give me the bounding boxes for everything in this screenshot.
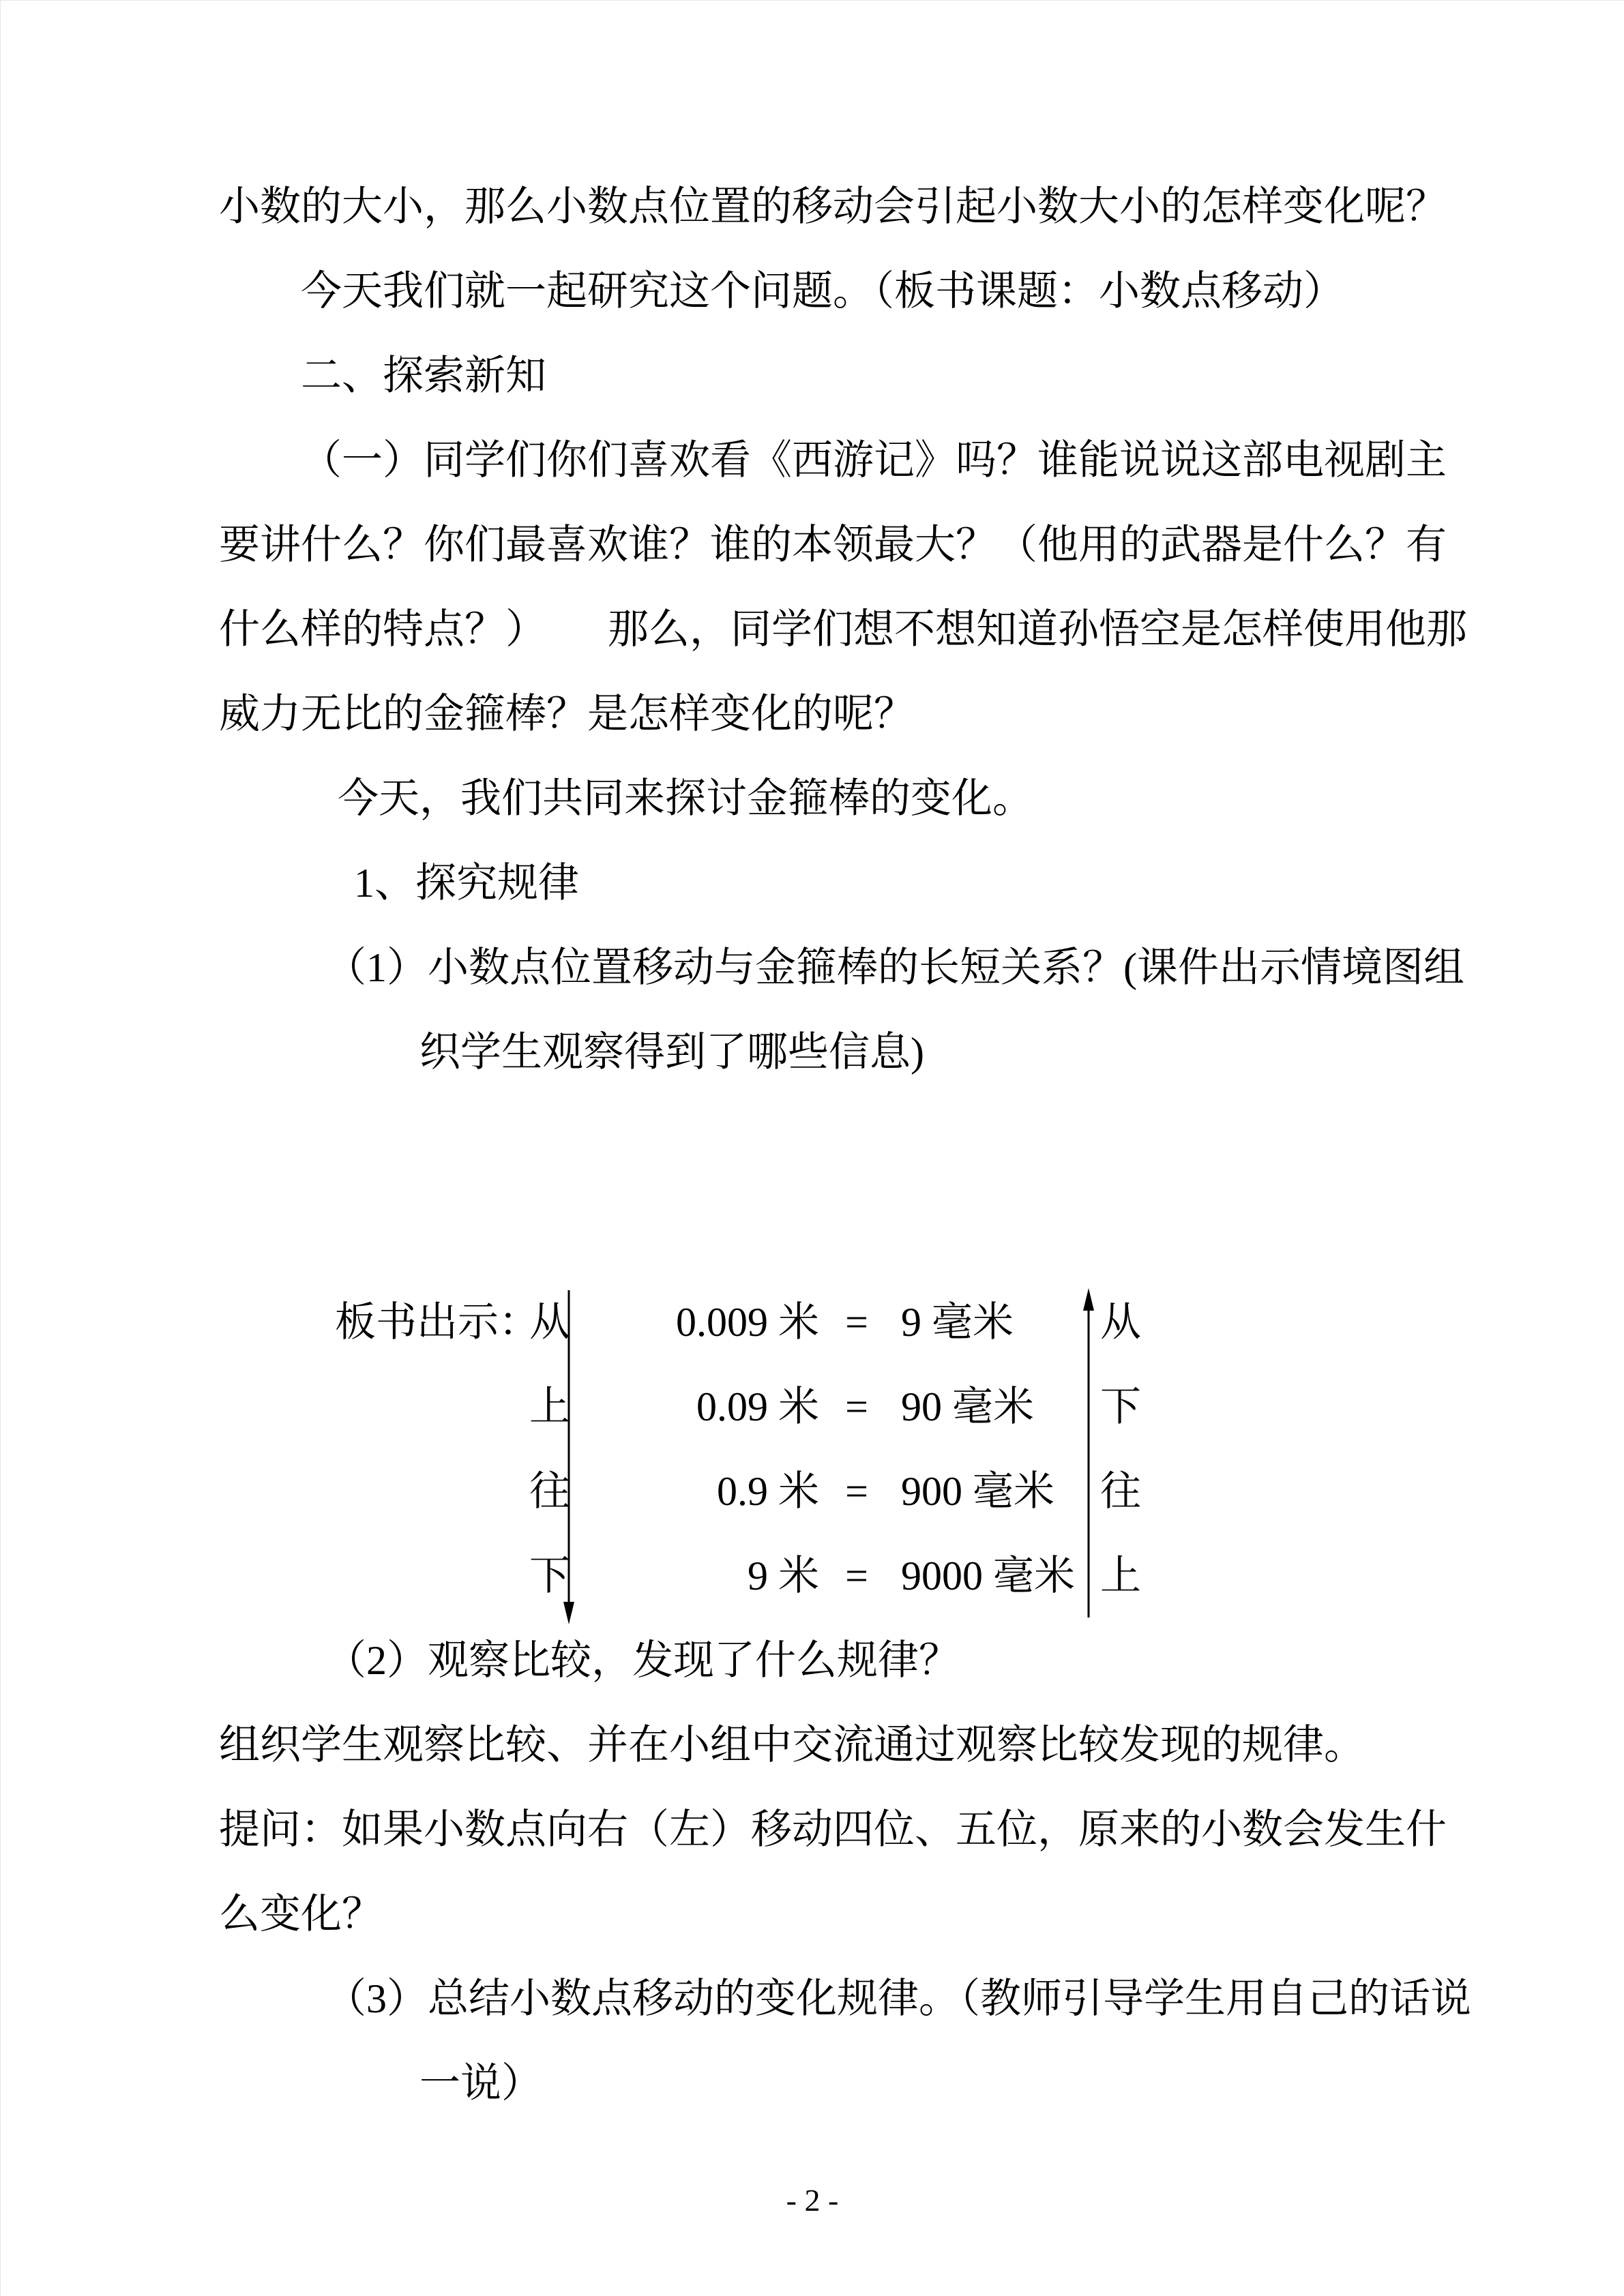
right-direction-char: 往: [1100, 1469, 1141, 1514]
paragraph-step2: （2）观察比较，发现了什么规律？: [325, 1638, 960, 1683]
left-direction-char: 下: [529, 1553, 570, 1598]
meter-value: 9 米: [748, 1553, 819, 1598]
document-body: [1, 1, 1624, 2126]
paragraph-topic: 今天我们就一起研究这个问题。（板书课题：小数点移动）: [301, 269, 1344, 314]
left-direction-char: 往: [529, 1469, 570, 1514]
millimeter-value: 9000 毫米: [901, 1553, 1075, 1598]
equals-sign: =: [845, 1553, 868, 1598]
paragraph-question: 提问：如果小数点向右（左）移动四位、五位，原来的小数会发生什么变化？: [219, 1807, 1447, 1937]
meter-value: 0.009 米: [676, 1300, 819, 1345]
right-direction-char: 下: [1100, 1384, 1141, 1429]
right-direction-char: 上: [1100, 1553, 1141, 1598]
millimeter-value: 9 毫米: [901, 1300, 1014, 1345]
board-label: 板书出示：: [335, 1300, 540, 1345]
equals-sign: =: [845, 1384, 868, 1429]
conversion-row: [219, 1365, 1487, 1449]
meter-value: 0.9 米: [717, 1469, 819, 1514]
equals-sign: =: [845, 1300, 868, 1345]
paragraph-intro: 小数的大小，那么小数点位置的移动会引起小数大小的怎样变化呢？: [219, 184, 1447, 229]
equals-sign: =: [845, 1469, 868, 1514]
paragraph-step3: （3）总结小数点移动的变化规律。（教师引导学生用自己的话说一说）: [325, 1976, 1471, 2106]
left-direction-char: 上: [529, 1384, 570, 1429]
meter-value: 0.09 米: [696, 1384, 819, 1429]
conversion-row: [219, 1449, 1487, 1534]
conversion-row: [219, 1534, 1487, 1618]
paragraph-today: 今天，我们共同来探讨金箍棒的变化。: [338, 776, 1033, 821]
right-direction-char: 从: [1100, 1300, 1141, 1345]
section-heading: 二、探索新知: [301, 353, 546, 398]
blackboard-display: [219, 1280, 1487, 1618]
paragraph-step1: （1）小数点位置移动与金箍棒的长短关系？(课件出示情境图组织学生观察得到了哪些信息): [325, 945, 1464, 1075]
left-direction-char: 从: [529, 1300, 570, 1345]
paragraph-discussion: （一）同学们你们喜欢看《西游记》吗？谁能说说这部电视剧主要讲什么？你们最喜欢谁？谁的本领最大？（他用的武器是什么？有什么样的特点？） 那么，同学们想不想知道孙悟空是怎样使用他那威力无比的金箍棒？是怎样变化的呢？: [219, 438, 1467, 736]
millimeter-value: 900 毫米: [901, 1469, 1054, 1514]
page-number: - 2 -: [786, 2183, 839, 2218]
millimeter-value: 90 毫米: [901, 1384, 1034, 1429]
subsection-heading: 1、探究规律: [354, 861, 579, 906]
paragraph-organize: 组织学生观察比较、并在小组中交流通过观察比较发现的规律。: [219, 1723, 1365, 1768]
conversion-row: [219, 1280, 1487, 1365]
